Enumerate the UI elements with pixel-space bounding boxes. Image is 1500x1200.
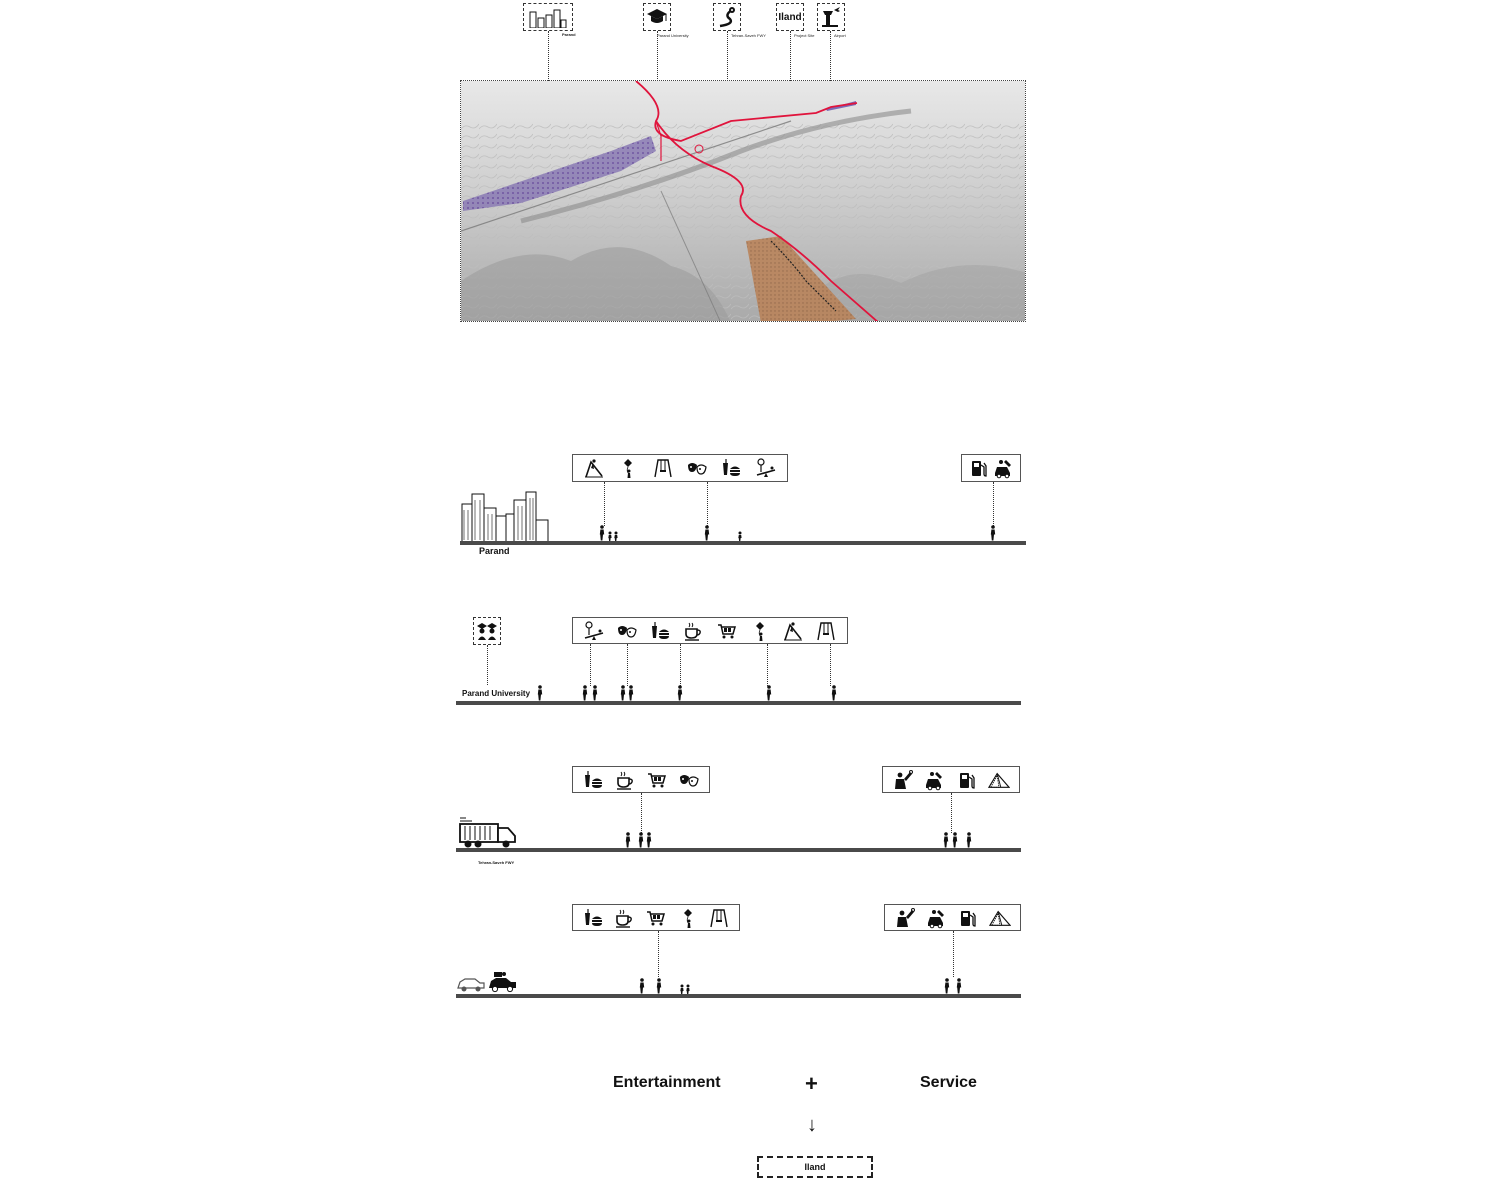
- pedestrian: [645, 832, 653, 848]
- pedestrian: [624, 832, 632, 848]
- pedestrian: [591, 685, 599, 701]
- swing-icon: [815, 620, 837, 642]
- theater-mask-icon: [678, 769, 700, 791]
- university-legend-caption: Parand University: [657, 33, 689, 38]
- fast-food-icon: [582, 907, 604, 929]
- ilan-result-label: Iland: [804, 1162, 826, 1172]
- freeway-ground-line: [456, 848, 1021, 852]
- university-leader-2: [627, 644, 628, 686]
- pedestrian: [581, 685, 589, 701]
- swing-icon: [652, 457, 674, 479]
- parand-section-label: Parand: [479, 546, 510, 556]
- pedestrian: [989, 525, 997, 541]
- parand-skyline-icon: [460, 490, 550, 544]
- fast-food-icon: [720, 457, 742, 479]
- parand-entertainment-box: [572, 454, 788, 482]
- coffee-cup-icon: [613, 907, 635, 929]
- freeway-section-label: Tehran-Saveh FWY: [478, 860, 515, 865]
- pedestrian: [637, 832, 645, 848]
- winding-road-icon: [716, 6, 738, 28]
- fuel-pump-icon: [956, 769, 978, 791]
- project-site-legend-box: [776, 3, 804, 31]
- freeway-legend-box: [713, 3, 741, 31]
- university-leader-4: [767, 644, 768, 686]
- pedestrian: [598, 525, 606, 541]
- pedestrian: [655, 978, 663, 994]
- pedestrian: [951, 832, 959, 848]
- airport-tower-icon: [820, 6, 842, 28]
- university-section-label: Parand University: [462, 689, 531, 698]
- ilan-legend-label: Iland: [778, 11, 802, 23]
- plus-sign: +: [805, 1071, 818, 1096]
- child-pedestrian: [684, 978, 692, 994]
- fuel-pump-icon: [968, 457, 990, 479]
- cars-leader-2: [953, 931, 954, 977]
- parand-leader-2: [707, 482, 708, 526]
- project-site-legend-caption: Project Site: [794, 33, 815, 38]
- pedestrian: [955, 978, 963, 994]
- entertainment-label: Entertainment: [613, 1074, 721, 1091]
- students-icon: [476, 620, 498, 642]
- seesaw-icon: [755, 457, 777, 479]
- theater-mask-icon: [686, 457, 708, 479]
- freeway-legend-caption: Tehran-Saveh FWY: [731, 33, 766, 38]
- pedestrian: [627, 685, 635, 701]
- cars-icon: [456, 970, 518, 994]
- pedestrian: [703, 525, 711, 541]
- kite-icon: [677, 907, 699, 929]
- shopping-cart-icon: [716, 620, 738, 642]
- pedestrian: [830, 685, 838, 701]
- cars-service-box: [884, 904, 1021, 931]
- parand-leader-1: [604, 482, 605, 526]
- swing-icon: [708, 907, 730, 929]
- city-skyline-icon: [528, 6, 568, 28]
- aerial-site-map: [460, 80, 1026, 322]
- tent-icon: [988, 769, 1010, 791]
- kite-icon: [617, 457, 639, 479]
- university-leader-5: [830, 644, 831, 686]
- coffee-cup-icon: [682, 620, 704, 642]
- pedestrian: [942, 832, 950, 848]
- parand-ground-line: [460, 541, 1026, 545]
- university-entertainment-box: [572, 617, 848, 644]
- seesaw-icon: [583, 620, 605, 642]
- airport-legend-caption: Airport: [834, 33, 846, 38]
- airport-legend-box: [817, 3, 845, 31]
- tent-icon: [989, 907, 1011, 929]
- university-leader-1: [590, 644, 591, 686]
- down-arrow: ↓: [807, 1114, 817, 1136]
- parand-leader-3: [993, 482, 994, 526]
- mechanic-icon: [894, 907, 916, 929]
- pedestrian: [676, 685, 684, 701]
- shopping-cart-icon: [645, 907, 667, 929]
- parand-legend-box: [523, 3, 573, 31]
- pedestrian: [943, 978, 951, 994]
- pedestrian: [536, 685, 544, 701]
- car-repair-icon: [993, 457, 1015, 479]
- theater-mask-icon: [616, 620, 638, 642]
- slide-icon: [782, 620, 804, 642]
- service-label: Service: [920, 1074, 977, 1091]
- pedestrian: [619, 685, 627, 701]
- pedestrian: [638, 978, 646, 994]
- slide-icon: [583, 457, 605, 479]
- freeway-leader-1: [641, 793, 642, 833]
- parand-legend-caption: Parand: [562, 32, 576, 37]
- university-leader-3: [680, 644, 681, 686]
- pedestrian: [736, 525, 744, 541]
- fuel-pump-icon: [957, 907, 979, 929]
- ilan-result-box: [757, 1156, 873, 1178]
- freeway-service-box: [882, 766, 1020, 793]
- graduation-cap-icon: [646, 7, 668, 27]
- university-leader-0: [487, 645, 488, 685]
- cars-entertainment-box: [572, 904, 740, 931]
- mechanic-icon: [892, 769, 914, 791]
- pedestrian: [965, 832, 973, 848]
- pedestrian: [765, 685, 773, 701]
- freeway-entertainment-box: [572, 766, 710, 793]
- kite-icon: [749, 620, 771, 642]
- university-icon-box: [473, 617, 501, 645]
- aerial-terrain: [461, 81, 1026, 322]
- child-pedestrian: [612, 525, 620, 541]
- fast-food-icon: [649, 620, 671, 642]
- shopping-cart-icon: [646, 769, 668, 791]
- university-legend-box: [643, 3, 671, 31]
- car-repair-icon: [926, 907, 948, 929]
- parand-service-box: [961, 454, 1021, 482]
- freeway-leader-2: [951, 793, 952, 833]
- cars-leader-1: [658, 931, 659, 977]
- cars-ground-line: [456, 994, 1021, 998]
- fast-food-icon: [582, 769, 604, 791]
- truck-icon: [458, 816, 518, 850]
- university-ground-line: [456, 701, 1021, 705]
- car-repair-icon: [924, 769, 946, 791]
- coffee-cup-icon: [614, 769, 636, 791]
